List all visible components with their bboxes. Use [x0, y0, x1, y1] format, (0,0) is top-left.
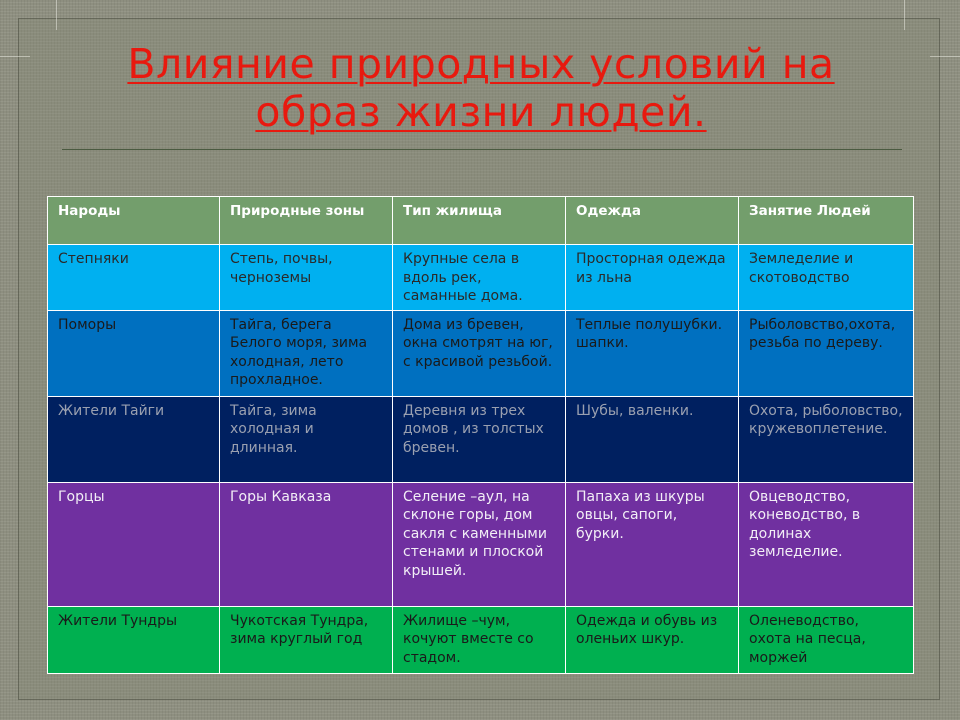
table-cell: Шубы, валенки.	[566, 396, 739, 482]
frame-corner-line	[930, 56, 960, 57]
table-cell: Жилище –чум, кочуют вместе со стадом.	[393, 606, 566, 673]
header-natural-zones: Природные зоны	[220, 197, 393, 245]
frame-corner-line	[0, 56, 30, 57]
title-divider	[62, 149, 902, 150]
table-row	[48, 245, 914, 311]
table-cell: Папаха из шкуры овцы, сапоги, бурки.	[566, 482, 739, 606]
table-cell: Просторная одежда из льна	[566, 245, 739, 311]
table-cell: Чукотская Тундра, зима круглый год	[220, 606, 393, 673]
table-cell: Рыболовство,охота,резьба по дереву.	[739, 310, 914, 396]
table-cell: Жители Тайги	[48, 396, 220, 482]
table-cell: Земледелие и скотоводство	[739, 245, 914, 311]
table-cell: Степняки	[48, 245, 220, 311]
table-cell: Горцы	[48, 482, 220, 606]
table-cell: Тайга, берега Белого моря, зима холодная, лето прохладное.	[220, 310, 393, 396]
table-row	[48, 310, 914, 396]
table-cell: Деревня из трех домов , из толстых бревен.	[393, 396, 566, 482]
table-cell: Жители Тундры	[48, 606, 220, 673]
table-cell: Степь, почвы, черноземы	[220, 245, 393, 311]
frame-corner-line	[56, 0, 57, 30]
table-row	[48, 606, 914, 673]
table-cell: Тайга, зима холодная и длинная.	[220, 396, 393, 482]
table-row	[48, 482, 914, 606]
header-peoples: Народы	[48, 197, 220, 245]
table-cell: Дома из бревен, окна смотрят на юг, с красивой резьбой.	[393, 310, 566, 396]
table-cell: Охота, рыболовство, кружевоплетение.	[739, 396, 914, 482]
table-cell: Теплые полушубки. шапки.	[566, 310, 739, 396]
table-row	[48, 396, 914, 482]
slide-title: Влияние природных условий на образ жизни людей.	[127, 40, 835, 136]
header-clothing: Одежда	[566, 197, 739, 245]
table-cell: Крупные села в вдоль рек, саманные дома.	[393, 245, 566, 311]
table-cell: Поморы	[48, 310, 220, 396]
table-cell: Оленеводство, охота на песца, моржей	[739, 606, 914, 673]
comparison-table	[47, 196, 914, 674]
frame-corner-line	[904, 0, 905, 30]
table-cell: Селение –аул, на склоне горы, дом сакля с каменными стенами и плоской крышей.	[393, 482, 566, 606]
table-cell: Овцеводство, коневодство, в долинах земледелие.	[739, 482, 914, 606]
table-header-row	[48, 197, 914, 245]
table-cell: Горы Кавказа	[220, 482, 393, 606]
header-dwelling-type: Тип жилища	[393, 197, 566, 245]
header-occupation: Занятие Людей	[739, 197, 914, 245]
table-cell: Одежда и обувь из оленьих шкур.	[566, 606, 739, 673]
